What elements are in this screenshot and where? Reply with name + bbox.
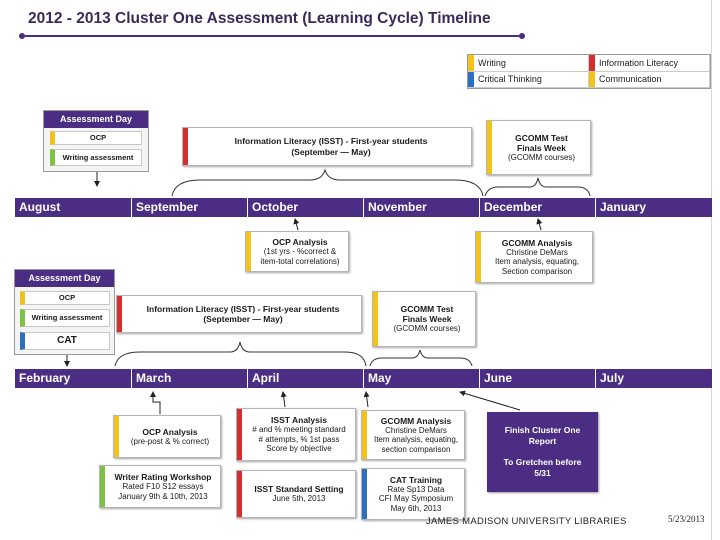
finish-block-2 xyxy=(487,457,598,479)
footer-date: 5/23/2013 xyxy=(668,514,705,524)
legend-label: Communication xyxy=(599,74,662,85)
spring-gcomm-analysis-line2: Item analysis, equating, xyxy=(373,435,459,445)
fall-gcomm-test-line2: Finals Week xyxy=(517,142,566,153)
legend-label: Critical Thinking xyxy=(478,74,542,85)
month-november: November xyxy=(363,198,479,217)
fall-gcomm-analysis-line1: Christine DeMars xyxy=(506,247,568,257)
cat-training-line3: May 6th, 2013 xyxy=(390,503,442,513)
spring-gcomm-test-line2: Finals Week xyxy=(402,314,452,325)
isst-analysis-line2: # attempts, % 1st pass xyxy=(258,434,340,444)
fall-isst-box xyxy=(182,127,472,166)
month-january: January xyxy=(595,198,712,217)
isst-standard-title: ISST Standard Setting xyxy=(254,484,344,495)
info-literacy-stripe xyxy=(183,128,188,165)
finish-cluster-report-box xyxy=(487,412,598,492)
legend xyxy=(467,54,711,89)
communication-stripe xyxy=(476,232,481,282)
fall-gcomm-test-line3: (GCOMM courses) xyxy=(507,152,576,162)
fall-gcomm-analysis-line3: Section comparison xyxy=(501,266,573,276)
legend-swatch xyxy=(589,72,595,88)
communication-stripe xyxy=(362,411,367,459)
arrow-spring-gcomm xyxy=(366,392,368,407)
fall-gcomm-test-line1: GCOMM Test xyxy=(515,132,568,143)
writer-workshop-line1: Rated F10 S12 essays xyxy=(122,482,204,491)
assessment-day-item-cat: CAT xyxy=(20,332,110,350)
info-literacy-stripe xyxy=(237,409,242,460)
spring-isst-box xyxy=(116,295,362,333)
brace-fall-isst xyxy=(172,170,483,196)
info-literacy-stripe xyxy=(237,471,242,517)
spring-gcomm-test-line1: GCOMM Test xyxy=(400,304,454,315)
fall-gcomm-test-box xyxy=(486,120,591,175)
month-april: April xyxy=(247,369,363,388)
cat-training-title: CAT Training xyxy=(389,474,443,485)
fall-gcomm-analysis-line2: Item analysis, equating, xyxy=(494,257,580,267)
finish-line3: To Gretchen before xyxy=(503,457,582,467)
finish-line2: Report xyxy=(528,435,557,446)
month-march: March xyxy=(131,369,247,388)
month-december: December xyxy=(479,198,595,217)
page-title: 2012 - 2013 Cluster One Assessment (Learning Cycle) Timeline xyxy=(28,10,491,27)
rule-dot-right xyxy=(519,33,525,39)
legend-item-writing xyxy=(468,55,589,72)
slide-edge-line xyxy=(711,0,712,540)
fall-isst-sub: (September — May) xyxy=(291,146,371,157)
spring-gcomm-analysis-line1: Christine DeMars xyxy=(385,425,447,435)
spring-gcomm-test-line3: (GCOMM courses) xyxy=(393,324,461,334)
spring-ocp-analysis-box xyxy=(113,415,221,458)
writing-assessment-stripe xyxy=(100,466,105,507)
arrow-fall-gcomm xyxy=(538,219,541,230)
arrow-spring-ocp xyxy=(153,392,160,414)
isst-analysis-title: ISST Analysis xyxy=(271,415,327,426)
spring-gcomm-analysis-line3: section comparison xyxy=(381,444,451,454)
isst-standard-line1: June 5th, 2013 xyxy=(272,494,326,504)
fall-gcomm-analysis-title: GCOMM Analysis xyxy=(501,237,573,248)
legend-swatch xyxy=(468,72,474,88)
cat-training-line1: Rate Sp13 Data xyxy=(387,484,445,494)
writing-stripe xyxy=(246,232,251,271)
spring-gcomm-analysis-title: GCOMM Analysis xyxy=(380,415,452,426)
communication-stripe xyxy=(487,121,492,174)
rule-dot-left xyxy=(19,33,25,39)
communication-stripe xyxy=(373,292,378,346)
writer-workshop-line2: January 9th & 10th, 2013 xyxy=(118,491,208,501)
assessment-day-item-writing: Writing assessment xyxy=(50,149,142,166)
month-july: July xyxy=(595,369,712,388)
month-august: August xyxy=(19,200,61,214)
legend-item-info-literacy xyxy=(589,55,710,72)
isst-analysis-line1: # and % meeting standard xyxy=(252,425,346,435)
fall-month-bar xyxy=(15,198,712,217)
cat-training-box xyxy=(361,468,465,520)
title-rule xyxy=(22,35,522,37)
legend-label: Information Literacy xyxy=(599,57,679,68)
fall-gcomm-analysis-box xyxy=(475,231,593,283)
brace-fall-gcomm xyxy=(485,178,590,196)
month-october: October xyxy=(247,198,363,217)
legend-item-communication xyxy=(589,72,710,89)
assessment-day-item-ocp: OCP xyxy=(50,131,142,145)
spring-ocp-analysis-title: OCP Analysis xyxy=(142,426,198,437)
isst-standard-setting-box xyxy=(236,470,356,518)
legend-swatch xyxy=(589,55,595,71)
spring-gcomm-test-box xyxy=(372,291,476,347)
finish-line1: Finish Cluster One xyxy=(504,424,581,435)
critical-thinking-stripe xyxy=(362,469,367,519)
isst-analysis-line3: Score by objective xyxy=(266,444,332,454)
finish-block-1 xyxy=(487,425,598,447)
assessment-day-fall xyxy=(43,110,149,172)
spring-isst-sub: (September — May) xyxy=(203,314,283,324)
arrow-isst-analysis xyxy=(283,392,285,407)
legend-label: Writing xyxy=(478,57,506,68)
footer-library-name: JAMES MADISON UNIVERSITY LIBRARIES xyxy=(426,516,627,527)
fall-ocp-analysis-line1: (1st yrs - %correct & xyxy=(263,247,337,256)
spring-month-bar xyxy=(15,369,712,388)
finish-line4: 5/31 xyxy=(534,468,551,479)
isst-analysis-box xyxy=(236,408,356,461)
assessment-day-title: Assessment Day xyxy=(15,270,114,287)
month-may: May xyxy=(363,369,479,388)
spring-ocp-analysis-line1: (pre-post & % correct) xyxy=(130,436,210,446)
month-september: September xyxy=(131,198,247,217)
arrow-finish xyxy=(460,392,520,410)
month-february: February xyxy=(19,371,71,385)
writing-stripe xyxy=(114,416,119,457)
month-june: June xyxy=(479,369,595,388)
assessment-day-item-ocp: OCP xyxy=(20,291,110,305)
brace-spring-gcomm xyxy=(370,350,472,366)
fall-ocp-analysis-title: OCP Analysis xyxy=(272,236,328,247)
assessment-day-item-writing: Writing assessment xyxy=(20,309,110,327)
writer-rating-workshop-box xyxy=(99,465,221,508)
fall-isst-title: Information Literacy (ISST) - First-year students xyxy=(234,136,428,147)
brace-spring-isst xyxy=(115,342,366,366)
fall-ocp-analysis-box xyxy=(245,231,349,272)
assessment-day-spring xyxy=(14,269,115,355)
legend-swatch xyxy=(468,55,474,71)
fall-ocp-analysis-line2: item-total correlations) xyxy=(260,256,340,266)
spring-isst-title: Information Literacy (ISST) - First-year students xyxy=(146,303,340,314)
arrow-fall-ocp xyxy=(295,219,298,230)
legend-item-critical-thinking xyxy=(468,72,589,89)
assessment-day-title: Assessment Day xyxy=(44,111,148,128)
cat-training-line2: CFI May Symposium xyxy=(378,494,454,504)
spring-gcomm-analysis-box xyxy=(361,410,465,460)
writer-workshop-title: Writer Rating Workshop xyxy=(114,471,212,482)
info-literacy-stripe xyxy=(117,296,122,332)
